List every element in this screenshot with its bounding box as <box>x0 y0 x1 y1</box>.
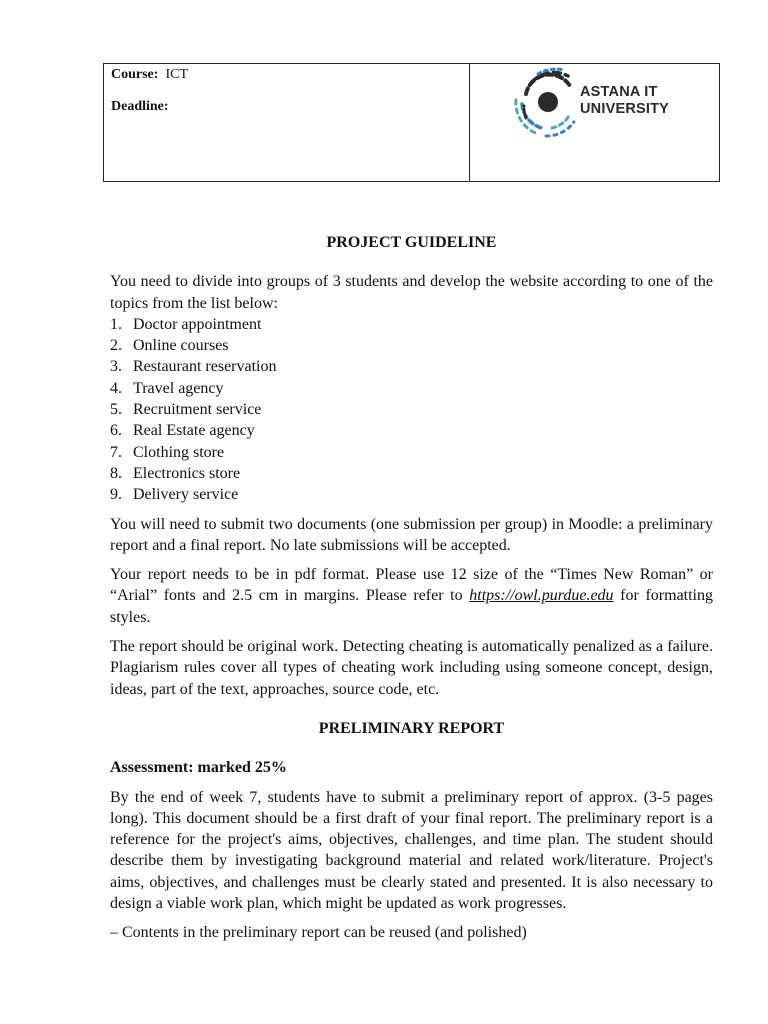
course-value: ICT <box>165 67 188 82</box>
submission-paragraph: You will need to submit two documents (one submission per group) in Moodle: a preliminary report and a final report. No late submissions will be accepted. <box>110 515 713 554</box>
course-label: Course: <box>111 67 159 82</box>
list-item: 7. Clothing store <box>110 443 225 461</box>
list-item: 3. Restaurant reservation <box>110 358 277 376</box>
originality-paragraph: The report should be original work. Detecting cheating is automatically penalized as a failure. Plagiarism rules cover all types of cheating work including using someone concept, design, ideas, part of the text, approaches, source code, etc. <box>110 638 713 698</box>
preliminary-report-heading: PRELIMINARY REPORT <box>318 719 505 737</box>
logo-line-2: UNIVERSITY <box>580 101 670 117</box>
list-item: 9. Delivery service <box>110 486 239 504</box>
list-item: 4. Travel agency <box>110 379 224 397</box>
document-body <box>110 232 713 944</box>
header-table <box>103 63 720 182</box>
list-item: 8. Electronics store <box>110 464 241 482</box>
list-item: 1. Doctor appointment <box>110 315 262 333</box>
logo-cell <box>470 64 719 181</box>
deadline-label: Deadline: <box>111 99 169 114</box>
list-item: 5. Recruitment service <box>110 401 262 419</box>
list-item: 6. Real Estate agency <box>110 422 255 440</box>
purdue-owl-link[interactable]: https://owl.purdue.edu <box>469 587 614 605</box>
university-emblem-icon <box>512 64 584 144</box>
university-logo <box>512 64 682 144</box>
project-guideline-heading: PROJECT GUIDELINE <box>326 234 497 251</box>
logo-line-1: ASTANA IT <box>580 84 658 100</box>
course-info-cell <box>104 64 470 181</box>
logo-wordmark <box>580 84 669 118</box>
list-item: 2. Online courses <box>110 337 229 355</box>
assessment-line: Assessment: marked 25% <box>110 759 287 777</box>
deadline-row <box>111 98 462 116</box>
course-row <box>111 66 462 84</box>
preliminary-body-paragraph: By the end of week 7, students have to submit a preliminary report of approx. (3-5 pages long). This document should be a first draft of your final report. The preliminary report is a reference for the project's aims, objectives, challenges, and time plan. The student should describe them by investigating background material and related work/literature. Project's aims, objectives, and challenges must be clearly stated and presented. It is also necessary to design a viable work plan, which might be updated as work progresses. <box>110 788 713 913</box>
format-paragraph: Your report needs to be in pdf format. Please use 12 size of the “Times New Roman” or “Arial” fonts and 2.5 cm in margins. Please refer to https://owl.purdue.edu for formatting styles. <box>110 566 714 626</box>
preliminary-note: – Contents in the preliminary report can be reused (and polished) <box>110 924 527 942</box>
intro-paragraph: You need to divide into groups of 3 students and develop the website according to one of the topics from the list below: <box>110 273 713 312</box>
topic-list <box>110 314 713 506</box>
